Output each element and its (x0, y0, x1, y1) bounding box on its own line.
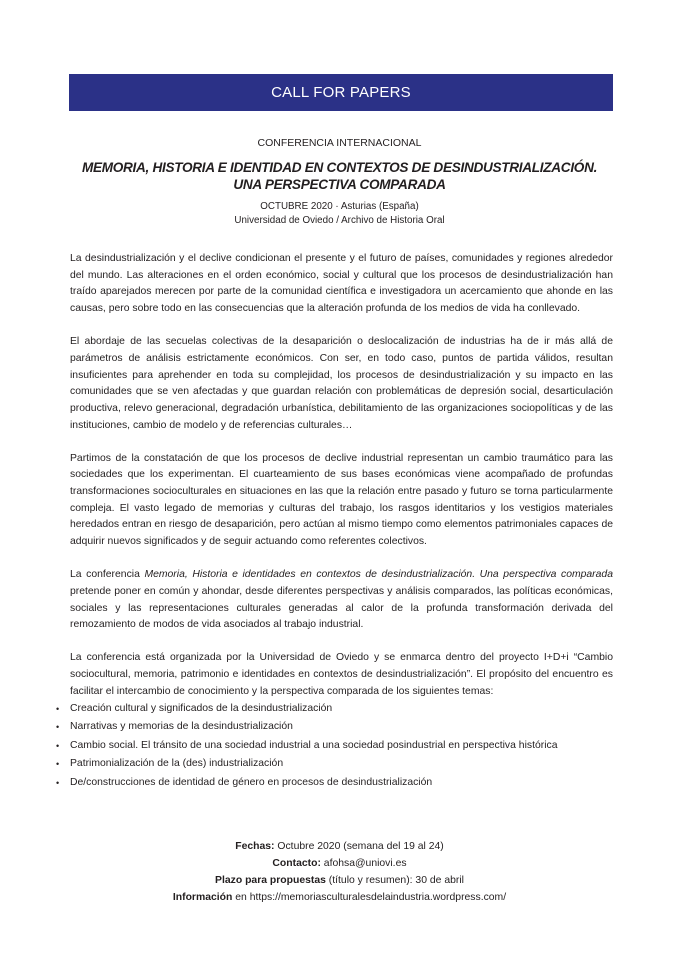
call-for-papers-banner (69, 74, 613, 111)
topic-item: • Cambio social. El tránsito de una sociedad industrial a una sociedad posindustrial en perspectiva histórica (56, 737, 616, 755)
deadline-value: (título y resumen): 30 de abril (325, 875, 464, 886)
info-line (40, 889, 639, 906)
deadline-label: Plazo para propuestas (215, 875, 326, 886)
title-line-2: UNA PERSPECTIVA COMPARADA (233, 177, 446, 192)
paragraph-4 (70, 567, 613, 634)
conference-title (40, 159, 639, 193)
paragraph-5: La conferencia está organizada por la Universidad de Oviedo y se enmarca dentro del proyecto I+D+i “Cambio sociocultural, memoria, patrimonio e identidades en contextos de desindustrialización”. El propósito del encuentro es facilitar el intercambio de conocimiento y la perspectiva comparada de los siguientes temas: (70, 652, 613, 697)
dates-value: Octubre 2020 (semana del 19 al 24) (274, 841, 444, 852)
paragraph-4-prefix: La conferencia (70, 569, 145, 581)
topic-item: • Narrativas y memorias de la desindustrialización (56, 718, 616, 736)
banner-label: CALL FOR PAPERS (271, 84, 411, 101)
contact-label: Contacto: (272, 858, 321, 869)
date-place: OCTUBRE 2020 · Asturias (España) (260, 201, 419, 212)
contact-line (40, 855, 639, 872)
contact-email: afohsa@uniovi.es (320, 858, 407, 869)
footer-info (40, 838, 639, 906)
title-line-1: MEMORIA, HISTORIA E IDENTIDAD EN CONTEXTOS DE DESINDUSTRIALIZACIÓN. (81, 160, 598, 175)
paragraph-1: La desindustrialización y el declive condicionan el presente y el futuro de países, comunidades y regiones alrededor del mundo. Las alteraciones en el orden económico, social y cultural que los procesos de desindustrialización han traído aparejados merecen por parte de la comunidad científica e investigadora un acercamiento que ahonde en las causas, pero sobre todo en las consecuencias que la alteración profunda de los medios de vida ha conllevado. (70, 253, 613, 315)
paragraph-2: El abordaje de las secuelas colectivas de la desaparición o deslocalización de industrias ha de ir más allá de parámetros de análisis estrictamente económicos. Con ser, en todo caso, puntos de partida válidos, resultan insuficientes para aprehender en toda su complejidad, los procesos de desindustrialización y su impacto en las comunidades que se ven afectadas y que guardan relación con problemáticas de depresión social, desarticulación productiva, relevo generacional, degradación urbanística, debilitamiento de las organizaciones sociopolíticas y de las instituciones, cambio de modelo y de referencias culturales… (70, 336, 613, 431)
institution: Universidad de Oviedo / Archivo de Historia Oral (234, 215, 445, 226)
info-label: Información (172, 892, 233, 903)
topics-list (56, 700, 616, 792)
deadline-line (40, 872, 639, 889)
topic-item: • Creación cultural y significados de la desindustrialización (56, 700, 616, 718)
paragraph-4-suffix: pretende poner en común y ahondar, desde diferentes perspectivas y análisis comparados, las políticas económicas, sociales y las representaciones culturales generadas al calor de la profunda transformación derivada del remozamiento de modos de vida asociados al trabajo industrial. (70, 585, 613, 631)
info-url: en https://memoriasculturalesdelaindustria.wordpress.com/ (232, 892, 507, 903)
dates-line (40, 838, 639, 855)
paragraph-3: Partimos de la constatación de que los procesos de declive industrial representan un cambio traumático para las sociedades que los experimentan. El cuarteamiento de sus bases económicas viene acompañado de profundas transformaciones socioculturales en situaciones en las que la relación entre pasado y futuro se torna particularmente compleja. El vasto legado de memorias y culturas del trabajo, los rasgos identitarios y los vestigios materiales heredados entran en riesgo de desaparición, pero actúan al mismo tiempo como elementos patrimoniales capaces de adquirir nuevos significados y de seguir actuando como referentes colectivos. (70, 452, 613, 548)
topic-item: • De/construcciones de identidad de género en procesos de desindustrialización (56, 774, 616, 792)
conference-kicker: CONFERENCIA INTERNACIONAL (257, 137, 422, 149)
conference-title-italic: Memoria, Historia e identidades en contextos de desindustrialización. Una perspectiva comparada (144, 569, 613, 581)
dates-label: Fechas: (235, 841, 275, 852)
topic-item: • Patrimonialización de la (des) industrialización (56, 755, 616, 773)
body-text (70, 251, 613, 717)
conference-meta (40, 200, 639, 228)
